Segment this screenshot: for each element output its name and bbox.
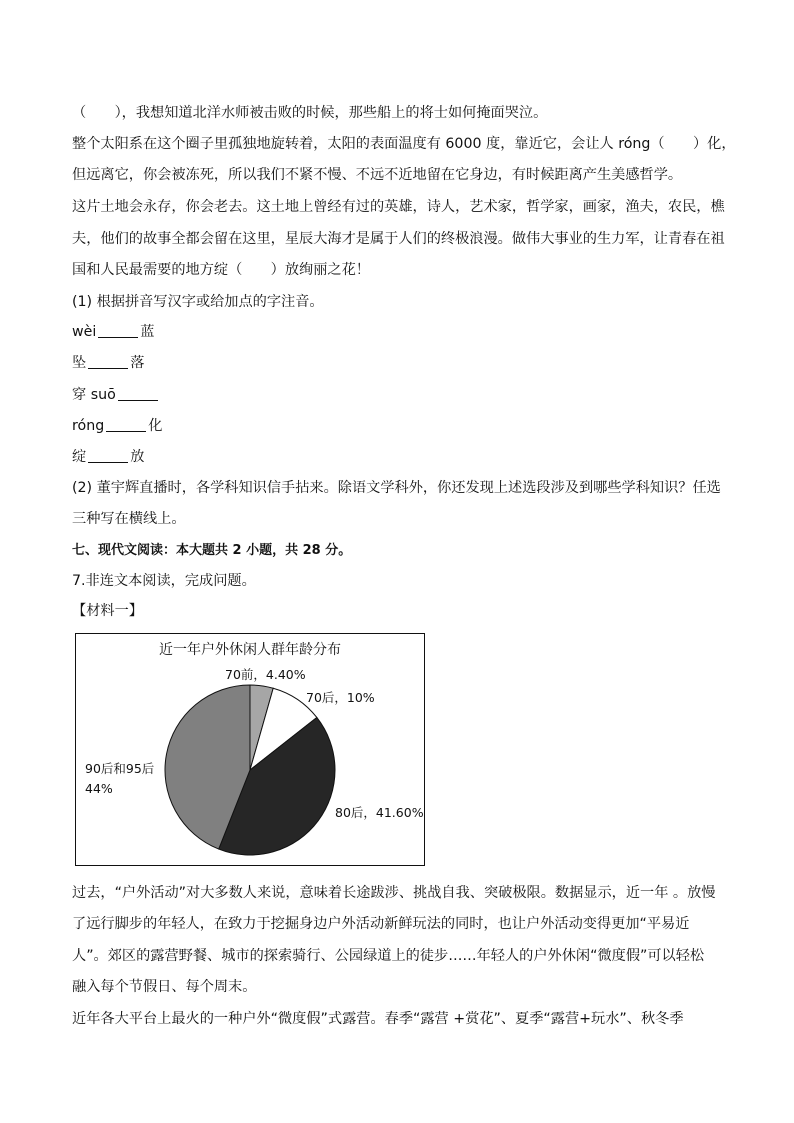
paragraph-line: 人”。郊区的露营野餐、城市的探索骑行、公园绿道上的徒步……年轻人的户外休闲“微度假”可以轻松 bbox=[72, 948, 705, 964]
answer-blank[interactable] bbox=[88, 450, 128, 463]
answer-blank[interactable] bbox=[106, 419, 146, 432]
question-2-line: 三种写在横线上。 bbox=[72, 511, 186, 527]
slice-label-90-after-line1: 90后和95后 bbox=[85, 761, 155, 776]
paragraph-line: 夫，他们的故事全都会留在这里，星辰大海才是属于人们的终极浪漫。做伟大事业的生力军，让青春在祖 bbox=[72, 231, 725, 247]
fill-item-before: 绽 bbox=[72, 449, 87, 465]
slice-label-90-after-line2: 44% bbox=[85, 781, 113, 796]
paragraph-line: 了远行脚步的年轻人，在致力于挖掘身边户外活动新鲜玩法的同时，也让户外活动变得更加“平易近 bbox=[72, 916, 690, 932]
pie-chart bbox=[76, 634, 424, 865]
fill-item-after: 蓝 bbox=[140, 324, 155, 340]
fill-item bbox=[72, 353, 144, 373]
answer-blank[interactable] bbox=[98, 325, 138, 338]
answer-blank[interactable] bbox=[88, 356, 128, 369]
chart-title: 近一年户外休闲人群年龄分布 bbox=[159, 642, 341, 658]
answer-blank[interactable] bbox=[118, 388, 158, 401]
fill-item-after: 化 bbox=[148, 418, 163, 434]
pie-chart-frame bbox=[75, 633, 425, 866]
fill-item bbox=[72, 322, 154, 342]
fill-item bbox=[72, 447, 144, 467]
paragraph-line: 国和人民最需要的地方绽（ ）放绚丽之花！ bbox=[72, 262, 370, 278]
paragraph-line: 近年各大平台上最火的一种户外“微度假”式露营。春季“露营 +赏花”、夏季“露营+玩水”、秋冬季 bbox=[72, 1011, 684, 1027]
fill-item-before: wèi bbox=[72, 324, 97, 340]
question-7-title: 7.非连文本阅读，完成问题。 bbox=[72, 573, 256, 589]
question-1-prompt: (1) 根据拼音写汉字或给加点的字注音。 bbox=[72, 294, 324, 310]
fill-item-before: 穿 suō bbox=[72, 387, 116, 403]
fill-item-after: 放 bbox=[130, 449, 145, 465]
paragraph-line: 融入每个节假日、每个周末。 bbox=[72, 979, 257, 995]
slice-label-70-after: 70后，10% bbox=[306, 690, 375, 705]
fill-item-before: 坠 bbox=[72, 355, 87, 371]
fill-item-after: 落 bbox=[130, 355, 145, 371]
paragraph-line: 过去，“户外活动”对大多数人来说，意味着长途跋涉、挑战自我、突破极限。数据显示，近一年 。放慢 bbox=[72, 885, 716, 901]
fill-item bbox=[72, 416, 162, 436]
paragraph-line: 整个太阳系在这个圈子里孤独地旋转着，太阳的表面温度有 6000 度，靠近它，会让人 róng（ ）化， bbox=[72, 136, 736, 152]
material-label: 【材料一】 bbox=[72, 603, 143, 619]
paragraph-line: 但远离它，你会被冻死，所以我们不紧不慢、不远不近地留在它身边，有时候距离产生美感哲学。 bbox=[72, 167, 683, 183]
paragraph-line: （ ），我想知道北洋水师被击败的时候，那些船上的将士如何掩面哭泣。 bbox=[72, 105, 548, 121]
question-2-line: (2) 董宇辉直播时，各学科知识信手拈来。除语文学科外，你还发现上述选段涉及到哪些学科知识？任选 bbox=[72, 480, 721, 496]
slice-label-70-before: 70前，4.40% bbox=[225, 667, 306, 682]
slice-label-80-after: 80后，41.60% bbox=[335, 805, 424, 820]
fill-item bbox=[72, 385, 160, 405]
fill-item-before: róng bbox=[72, 418, 105, 434]
section-header: 七、现代文阅读：本大题共 2 小题，共 28 分。 bbox=[72, 543, 352, 558]
paragraph-line: 这片土地会永存，你会老去。这土地上曾经有过的英雄，诗人，艺术家，哲学家，画家，渔夫，农民，樵 bbox=[72, 199, 725, 215]
